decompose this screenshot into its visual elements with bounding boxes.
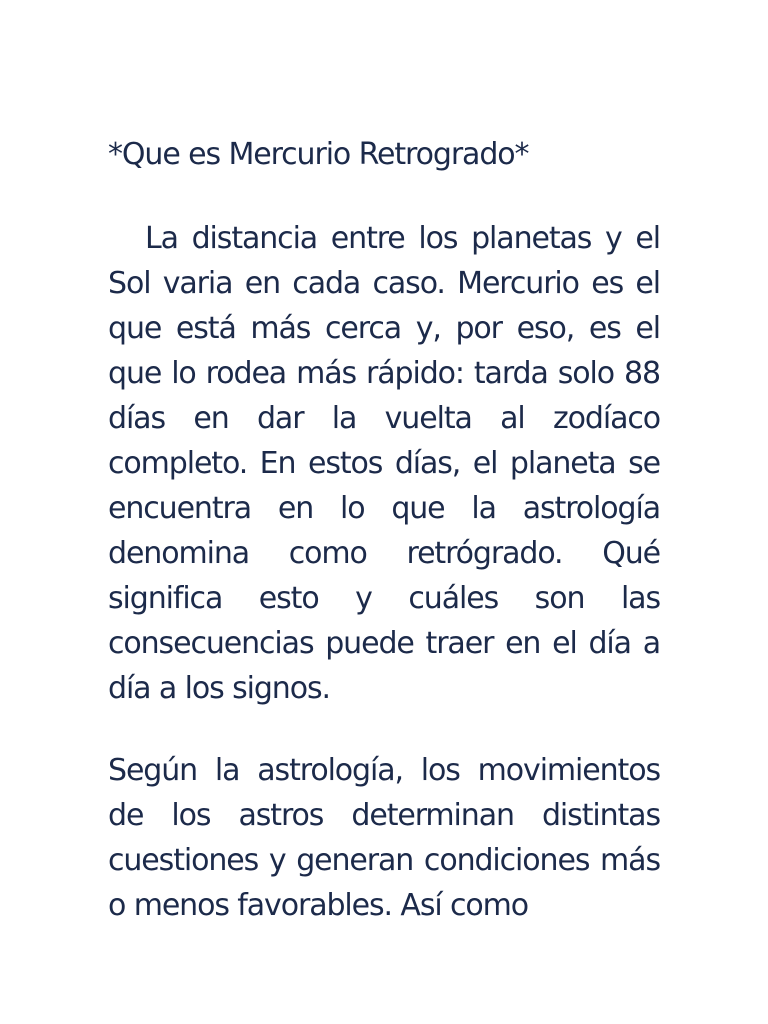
document-body — [108, 132, 660, 928]
document-title: *Que es Mercurio Retrogrado* — [108, 137, 529, 172]
paragraph-astrology-movements: Según la astrología, los movimientos de los astros determinan distintas cuestiones y generan condiciones más o menos favorables. Así como — [108, 753, 660, 923]
paragraph-planet-distance: La distancia entre los planetas y el Sol varia en cada caso. Mercurio es el que está más cerca y, por eso, es el que lo rodea más rápido: tarda solo 88 días en dar la vuelta al zodíaco completo. En estos días, el planeta se encuentra en lo que la astrología denomina como retrógrado. Qué significa esto y cuáles son las consecuencias puede traer en el día a día a los signos. — [108, 221, 660, 706]
